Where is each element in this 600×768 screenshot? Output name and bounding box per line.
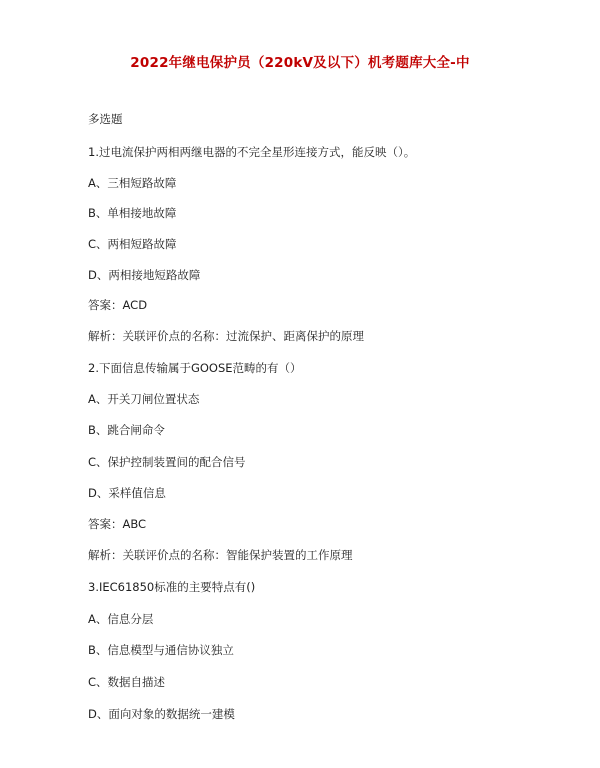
- answer-text: 答案：ACD: [88, 298, 148, 312]
- question-option: A、三相短路故障: [88, 176, 177, 190]
- document-title: 2022年继电保护员（220kV及以下）机考题库大全-中: [130, 55, 470, 71]
- question-option: D、两相接地短路故障: [88, 268, 201, 282]
- section-heading: 多选题: [88, 112, 123, 126]
- question-option: A、开关刀闸位置状态: [88, 392, 200, 406]
- question-option: C、两相短路故障: [88, 237, 177, 251]
- question-option: C、数据自描述: [88, 675, 166, 689]
- question-option: C、保护控制装置间的配合信号: [88, 455, 246, 469]
- question-option: B、信息模型与通信协议独立: [88, 643, 234, 657]
- question-option: B、跳合闸命令: [88, 423, 165, 437]
- question-stem: 1.过电流保护两相两继电器的不完全星形连接方式，能反映（）。: [88, 145, 416, 159]
- answer-text: 答案：ABC: [88, 517, 147, 531]
- analysis-text: 解析：关联评价点的名称：智能保护装置的工作原理: [88, 548, 353, 562]
- question-option: B、单相接地故障: [88, 206, 177, 220]
- question-stem: 3.IEC61850标准的主要特点有(): [88, 580, 256, 594]
- question-option: D、采样值信息: [88, 486, 166, 500]
- question-stem: 2.下面信息传输属于GOOSE范畴的有（）: [88, 361, 302, 375]
- question-option: A、信息分层: [88, 612, 154, 626]
- analysis-text: 解析：关联评价点的名称：过流保护、距离保护的原理: [88, 329, 364, 343]
- question-option: D、面向对象的数据统一建模: [88, 707, 235, 721]
